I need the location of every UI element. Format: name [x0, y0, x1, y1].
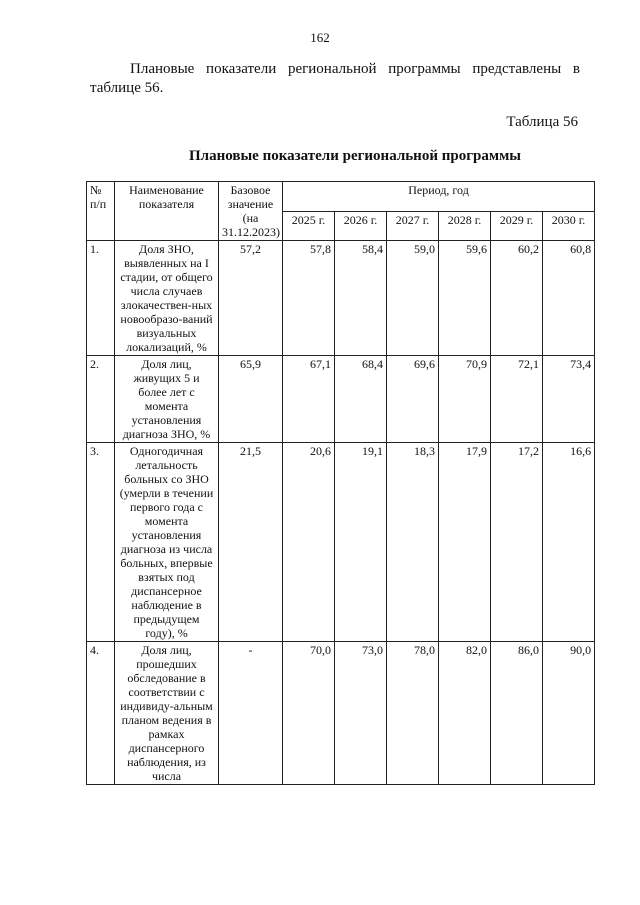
header-period: Период, год [283, 182, 595, 212]
intro-paragraph: Плановые показатели региональной программы представлены в таблице 56. [90, 61, 580, 96]
year-value: 78,0 [387, 642, 439, 785]
indicators-table [86, 181, 595, 785]
row-number: 1. [87, 241, 115, 356]
year-value: 59,0 [387, 241, 439, 356]
header-year: 2028 г. [439, 211, 491, 241]
table-title: Плановые показатели региональной программы [189, 148, 521, 164]
base-value: 57,2 [219, 241, 283, 356]
year-value: 59,6 [439, 241, 491, 356]
header-year: 2029 г. [491, 211, 543, 241]
year-value: 20,6 [283, 443, 335, 642]
year-value: 18,3 [387, 443, 439, 642]
table-row [87, 356, 595, 443]
row-number: 4. [87, 642, 115, 785]
year-value: 68,4 [335, 356, 387, 443]
year-value: 67,1 [283, 356, 335, 443]
base-value: 21,5 [219, 443, 283, 642]
year-value: 73,4 [543, 356, 595, 443]
base-value: - [219, 642, 283, 785]
year-value: 90,0 [543, 642, 595, 785]
indicator-name: Доля лиц, живущих 5 и более лет с момента установления диагноза ЗНО, % [115, 356, 219, 443]
page-number: 162 [310, 30, 330, 45]
year-value: 58,4 [335, 241, 387, 356]
header-year: 2026 г. [335, 211, 387, 241]
base-value: 65,9 [219, 356, 283, 443]
year-value: 82,0 [439, 642, 491, 785]
year-value: 16,6 [543, 443, 595, 642]
indicator-name: Доля ЗНО, выявленных на I стадии, от общего числа случаев злокачествен-ных новообразо-ваний визуальных локализаций, % [115, 241, 219, 356]
table-row [87, 642, 595, 785]
year-value: 70,9 [439, 356, 491, 443]
year-value: 70,0 [283, 642, 335, 785]
year-value: 57,8 [283, 241, 335, 356]
header-year: 2030 г. [543, 211, 595, 241]
table-row [87, 443, 595, 642]
header-year: 2027 г. [387, 211, 439, 241]
row-number: 2. [87, 356, 115, 443]
header-year: 2025 г. [283, 211, 335, 241]
table-row [87, 241, 595, 356]
header-name: Наименование показателя [115, 182, 219, 241]
indicator-name: Одногодичная летальность больных со ЗНО (умерли в течении первого года с момента установления диагноза из числа больных, впервые взятых под диспансерное наблюдение в предыдущем году), % [115, 443, 219, 642]
year-value: 73,0 [335, 642, 387, 785]
year-value: 72,1 [491, 356, 543, 443]
year-value: 60,2 [491, 241, 543, 356]
row-number: 3. [87, 443, 115, 642]
table-label: Таблица 56 [506, 114, 578, 130]
year-value: 17,2 [491, 443, 543, 642]
header-base: Базовое значение (на 31.12.2023) [219, 182, 283, 241]
year-value: 60,8 [543, 241, 595, 356]
indicator-name: Доля лиц, прошедших обследование в соответствии с индивиду-альным планом ведения в рамках диспансерного наблюдения, из числа [115, 642, 219, 785]
year-value: 69,6 [387, 356, 439, 443]
year-value: 19,1 [335, 443, 387, 642]
header-num: № п/п [87, 182, 115, 241]
year-value: 17,9 [439, 443, 491, 642]
year-value: 86,0 [491, 642, 543, 785]
